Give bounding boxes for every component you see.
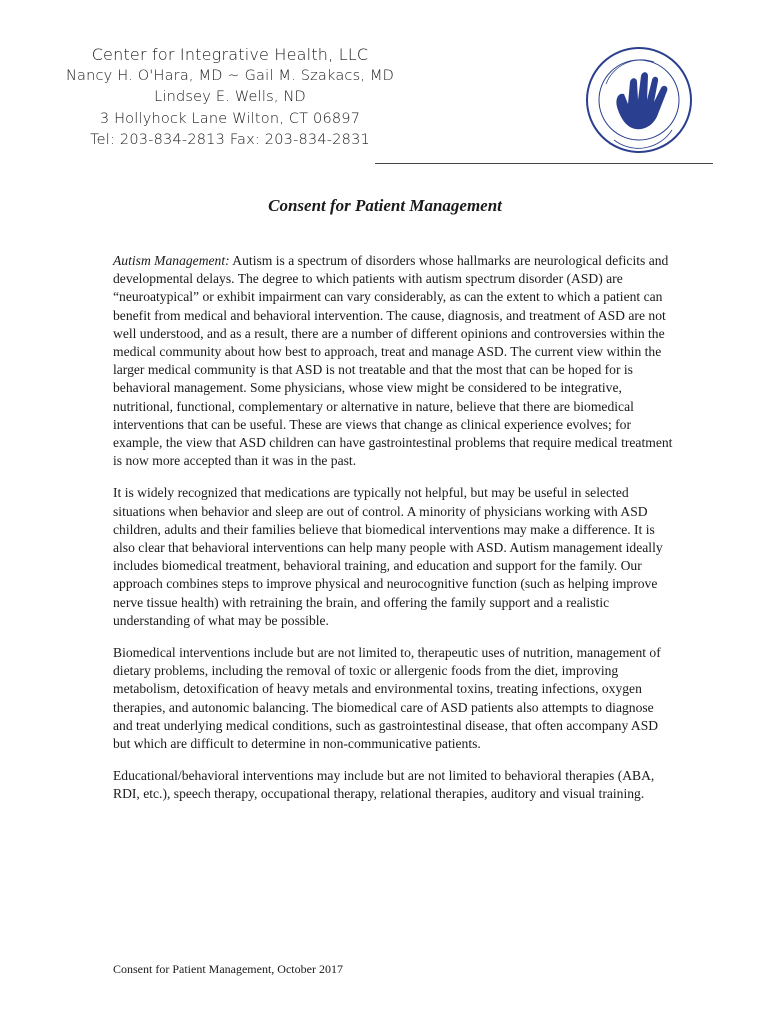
doctor-names: Nancy H. O'Hara, MD ~ Gail M. Szakacs, MD [65, 67, 395, 84]
header-divider [375, 163, 713, 164]
letterhead [60, 44, 400, 152]
paragraph-lead: Autism Management: [113, 253, 230, 268]
practice-phone-fax: Tel: 203-834-2813 Fax: 203-834-2831 [90, 132, 370, 148]
paragraph-educational: Educational/behavioral interventions may include but are not limited to behavioral therapies (ABA, RDI, etc.), speech therapy, occupational therapy, relational therapies, auditory and visual training. [113, 768, 655, 802]
practice-name: Center for Integrative Health, LLC [91, 45, 369, 64]
paragraph-text: Autism is a spectrum of disorders whose hallmarks are neurological deficits and developmental delays. The degree to which patients with autism spectrum disorder (ASD) are “neuroatypical” or exhibit impairment can vary considerably, as can the extent to which a patient can benefit from medical and behavioral intervention. The cause, diagnosis, and treatment of ASD are not well understood, and as a result, there are a number of different opinions and controversies within the medical community about how best to approach, treat and manage ASD. The current view within the larger medical community is that ASD is not treatable and that the most that can be hoped for is behavioral management. Some physicians, whose view might be considered to be integrative, nutritional, functional, complementary or alternative in nature, believe that there are biomedical interventions that can be useful. These are views that change as clinical experience evolves; for example, the view that ASD children can have gastrointestinal problems that require medical treatment is now more accepted than it was in the past. [113, 253, 673, 469]
hand-print-seal-icon [584, 44, 694, 156]
paragraph-biomedical: Biomedical interventions include but are not limited to, therapeutic uses of nutrition, management of dietary problems, including the removal of toxic or allergenic foods from the diet, improving metabolism, detoxification of heavy metals and environmental toxins, treating infections, oxygen therapies, and autonomic balancing. The biomedical care of ASD patients also attempts to diagnose and treat underlying medical conditions, such as gastrointestinal disease, that often accompany ASD but which are difficult to determine in non-communicative patients. [113, 645, 661, 752]
document-body [113, 252, 673, 818]
paragraph-medications: It is widely recognized that medications are typically not helpful, but may be useful in selected situations when behavior and sleep are out of control. A minority of physicians working with ASD children, adults and their families believe that biomedical interventions may make a difference. It is also clear that behavioral interventions can help many people with ASD. Autism management ideally includes biomedical treatment, behavioral training, and education and support for the family. Our approach combines steps to improve physical and neurocognitive function (such as helping improve nerve tissue health) with retraining the brain, and offering the family support and a realistic understanding of what may be possible. [113, 485, 663, 628]
document-title: Consent for Patient Management [268, 196, 502, 215]
paragraph-autism-management [113, 252, 673, 470]
doctor-name-3: Lindsey E. Wells, ND [154, 89, 306, 105]
page-footer: Consent for Patient Management, October 2017 [113, 962, 343, 976]
practice-address: 3 Hollyhock Lane Wilton, CT 06897 [99, 110, 361, 127]
